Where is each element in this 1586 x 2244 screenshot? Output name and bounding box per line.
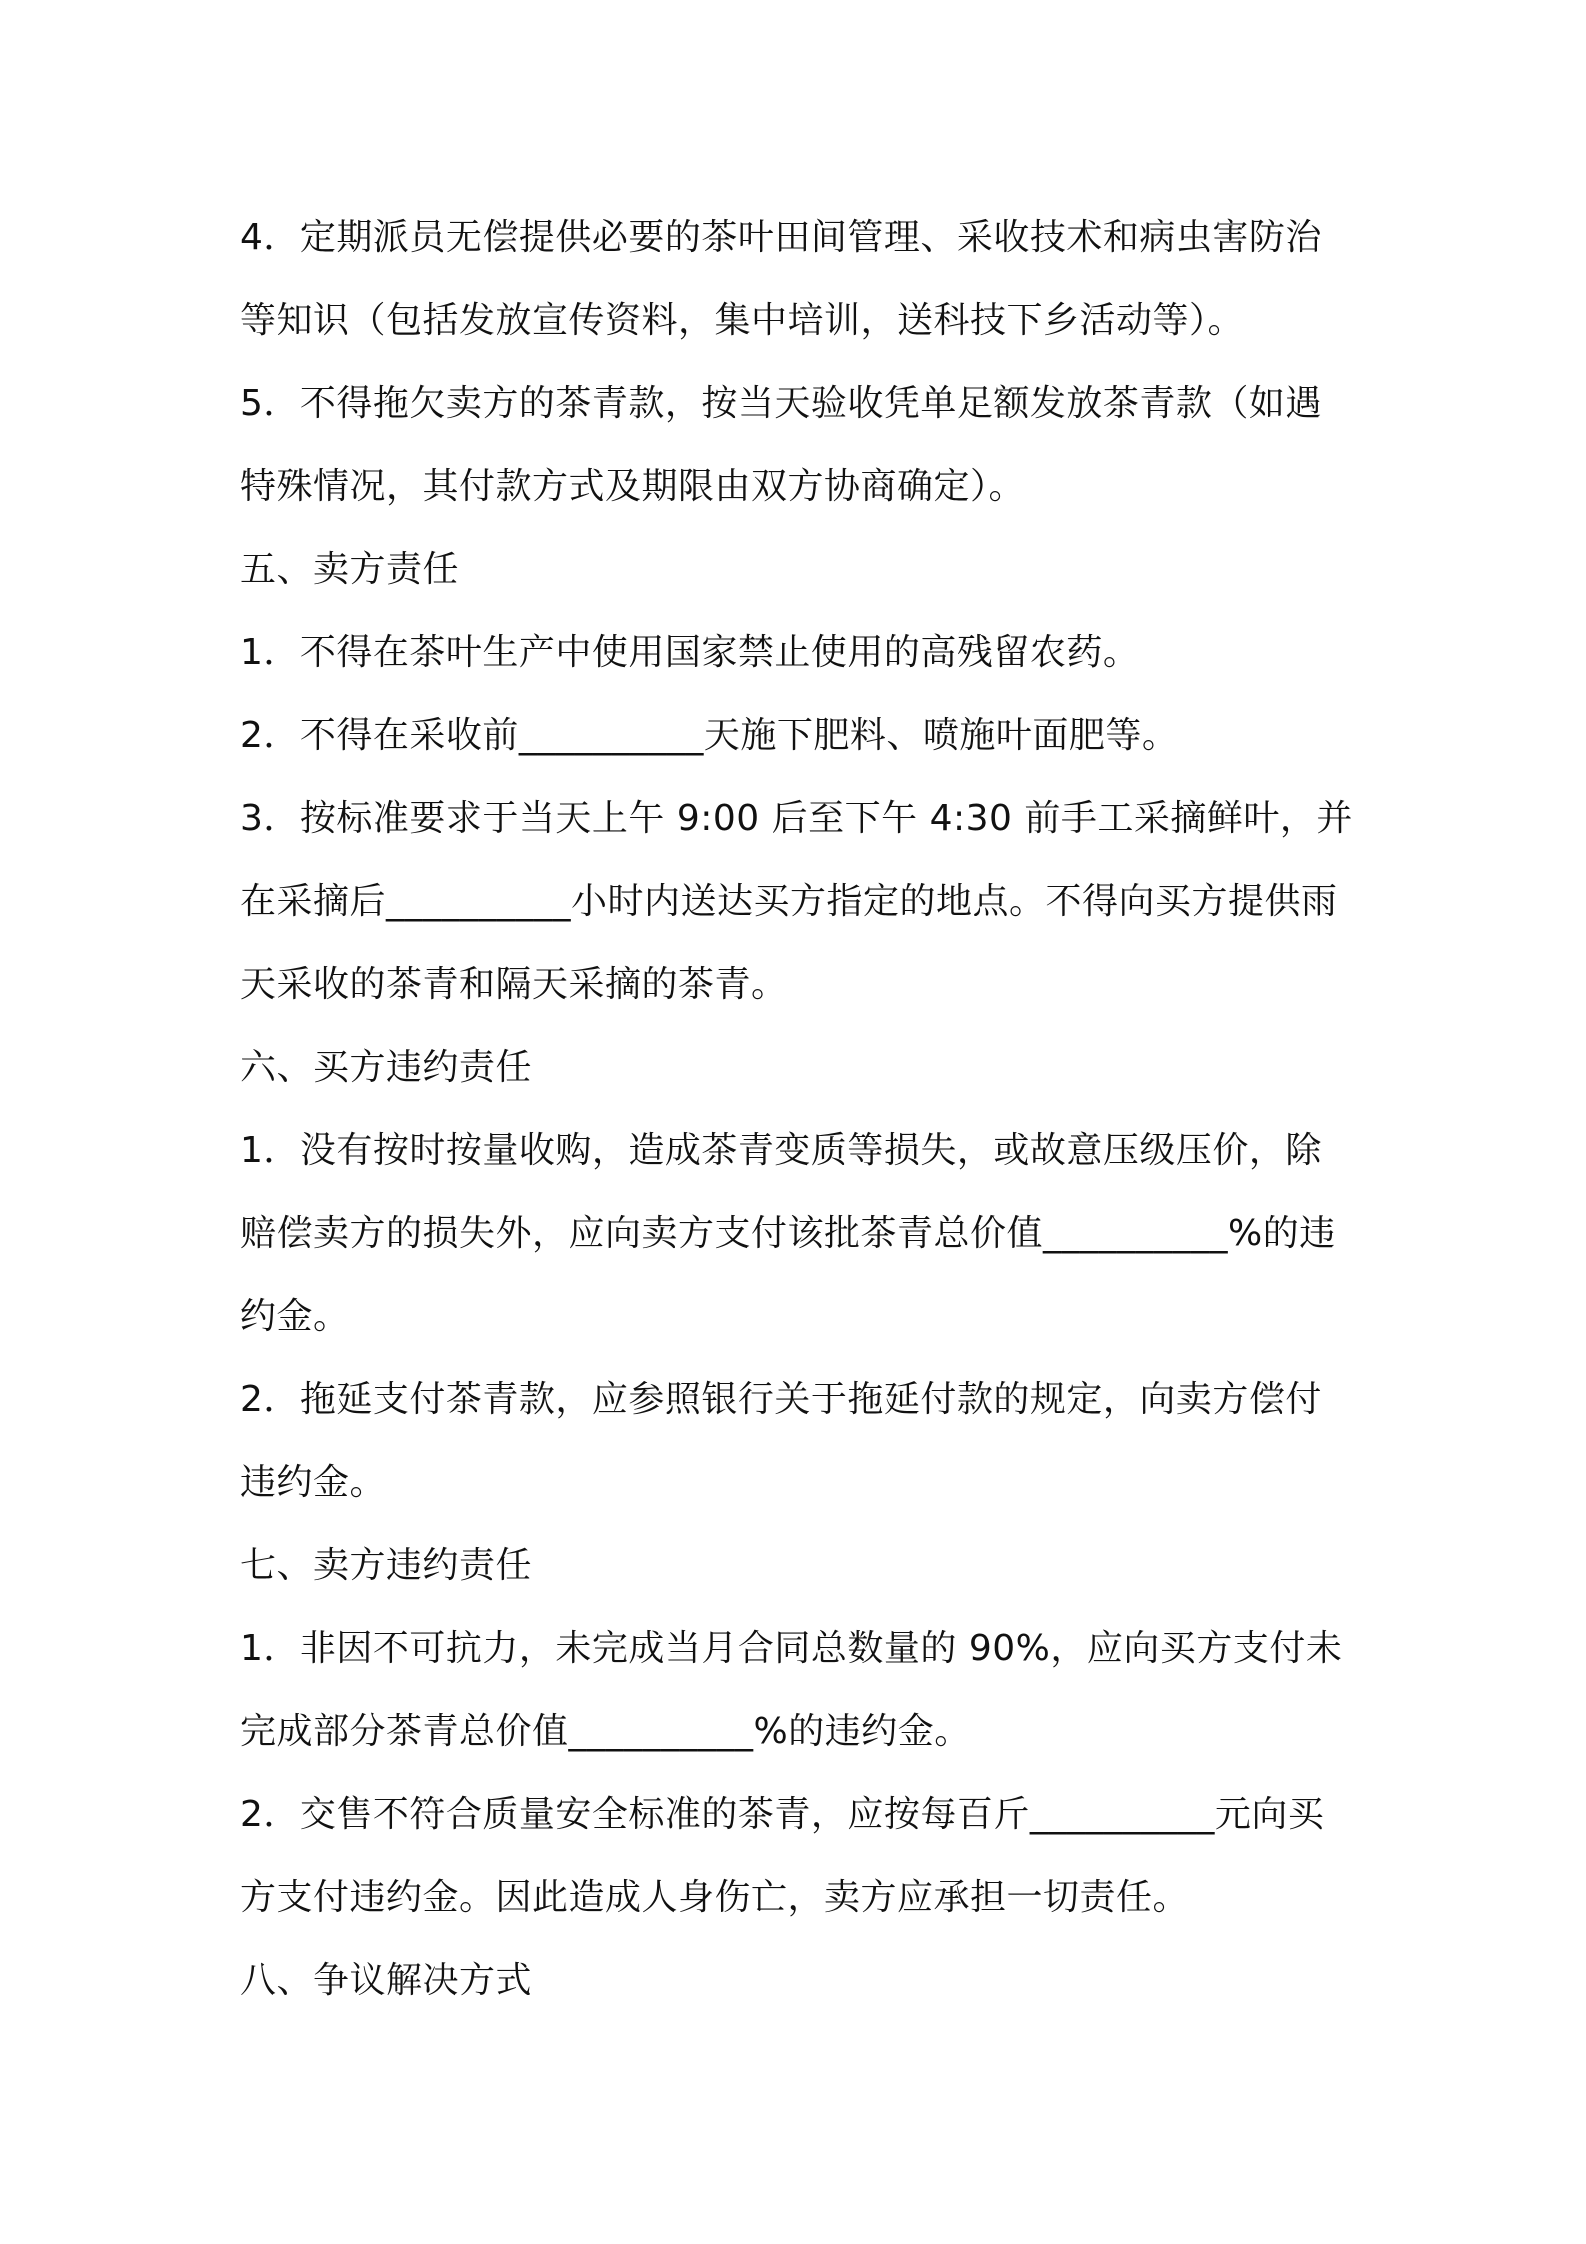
paragraph-line: 2．交售不符合质量安全标准的茶青，应按每百斤__________元向买: [240, 1794, 1325, 1835]
paragraph-line: 违约金。: [240, 1462, 387, 1503]
section-heading: 八、争议解决方式: [240, 1960, 533, 2001]
paragraph-line: 完成部分茶青总价值__________%的违约金。: [240, 1711, 971, 1752]
section-heading: 六、买方违约责任: [240, 1047, 533, 1088]
paragraph-line: 4．定期派员无偿提供必要的茶叶田间管理、采收技术和病虫害防治: [240, 217, 1322, 258]
section-heading: 七、卖方违约责任: [240, 1545, 533, 1586]
paragraph-line: 2．拖延支付茶青款，应参照银行关于拖延付款的规定，向卖方偿付: [240, 1379, 1322, 1420]
paragraph-line: 等知识（包括发放宣传资料，集中培训，送科技下乡活动等）。: [240, 300, 1245, 341]
paragraph-line: 2．不得在采收前__________天施下肥料、喷施叶面肥等。: [240, 715, 1179, 756]
paragraph-line: 5．不得拖欠卖方的茶青款，按当天验收凭单足额发放茶青款（如遇: [240, 383, 1322, 424]
paragraph-line: 1．不得在茶叶生产中使用国家禁止使用的高残留农药。: [240, 632, 1140, 673]
paragraph-line: 1．非因不可抗力，未完成当月合同总数量的 90%，应向买方支付未: [240, 1628, 1343, 1669]
paragraph-line: 方支付违约金。因此造成人身伤亡，卖方应承担一切责任。: [240, 1877, 1190, 1918]
section-heading: 五、卖方责任: [240, 549, 460, 590]
paragraph-line: 天采收的茶青和隔天采摘的茶青。: [240, 964, 788, 1005]
paragraph-line: 1．没有按时按量收购，造成茶青变质等损失，或故意压级压价，除: [240, 1130, 1322, 1171]
paragraph-line: 赔偿卖方的损失外，应向卖方支付该批茶青总价值__________%的违: [240, 1213, 1336, 1254]
paragraph-line: 3．按标准要求于当天上午 9:00 后至下午 4:30 前手工采摘鲜叶，并: [240, 798, 1353, 839]
document-body: [240, 196, 1360, 2022]
paragraph-line: 特殊情况，其付款方式及期限由双方协商确定）。: [240, 466, 1026, 507]
paragraph-line: 约金。: [240, 1296, 350, 1337]
paragraph-line: 在采摘后__________小时内送达买方指定的地点。不得向买方提供雨: [240, 881, 1338, 922]
